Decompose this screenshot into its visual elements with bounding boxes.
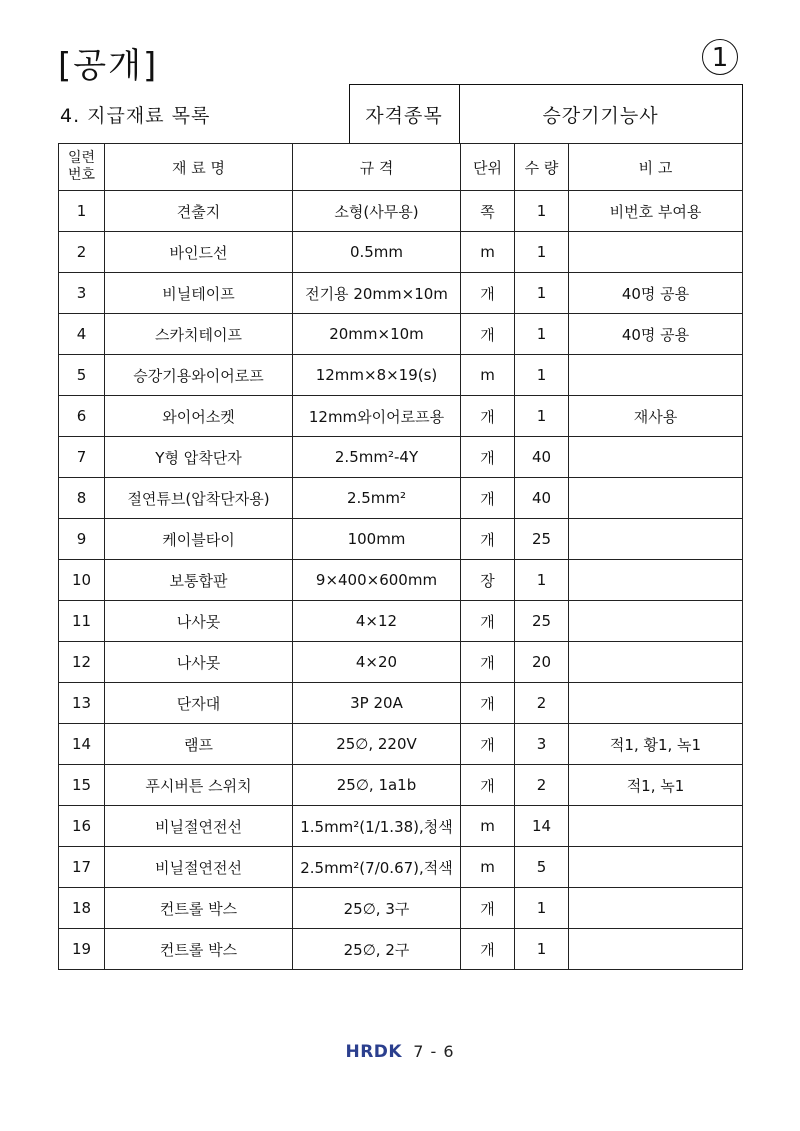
cell-note: 적1, 황1, 녹1 [569, 724, 743, 765]
cell-note: 재사용 [569, 396, 743, 437]
public-label: [공개] [58, 46, 159, 86]
cell-unit: 개 [461, 519, 515, 560]
table-row [59, 519, 743, 560]
cell-note [569, 355, 743, 396]
cell-unit: 개 [461, 765, 515, 806]
cell-quantity: 40 [515, 478, 569, 519]
column-header-note: 비 고 [569, 144, 743, 191]
cell-note [569, 806, 743, 847]
table-row [59, 765, 743, 806]
cell-quantity: 1 [515, 929, 569, 970]
cell-unit: 개 [461, 396, 515, 437]
cell-note [569, 437, 743, 478]
cell-quantity: 1 [515, 560, 569, 601]
cell-quantity: 3 [515, 724, 569, 765]
hrdk-logo: HRDK [345, 1042, 403, 1062]
cell-quantity: 1 [515, 232, 569, 273]
table-row [59, 683, 743, 724]
table-row [59, 355, 743, 396]
cell-number: 16 [59, 806, 105, 847]
table-row [59, 191, 743, 232]
cell-unit: 개 [461, 724, 515, 765]
cell-number: 17 [59, 847, 105, 888]
cell-quantity: 20 [515, 642, 569, 683]
cell-quantity: 25 [515, 519, 569, 560]
cell-unit: 장 [461, 560, 515, 601]
table-row [59, 847, 743, 888]
cell-spec: 2.5mm²(7/0.67),적색 [293, 847, 461, 888]
cell-note [569, 560, 743, 601]
cell-unit: 개 [461, 273, 515, 314]
cell-note: 비번호 부여용 [569, 191, 743, 232]
cell-number: 1 [59, 191, 105, 232]
cell-quantity: 5 [515, 847, 569, 888]
cell-spec: 4×12 [293, 601, 461, 642]
cell-material-name: 비닐절연전선 [105, 847, 293, 888]
cell-quantity: 1 [515, 314, 569, 355]
table-row [59, 232, 743, 273]
cell-quantity: 1 [515, 355, 569, 396]
cell-material-name: 절연튜브(압착단자용) [105, 478, 293, 519]
cell-spec: 9×400×600mm [293, 560, 461, 601]
cell-unit: 개 [461, 601, 515, 642]
table-row [59, 560, 743, 601]
cell-number: 2 [59, 232, 105, 273]
cell-material-name: 단자대 [105, 683, 293, 724]
cell-spec: 12mm와이어로프용 [293, 396, 461, 437]
materials-table-body [59, 191, 743, 970]
cell-spec: 100mm [293, 519, 461, 560]
cell-spec: 25∅, 3구 [293, 888, 461, 929]
cell-material-name: 바인드선 [105, 232, 293, 273]
cell-material-name: 램프 [105, 724, 293, 765]
cell-note [569, 683, 743, 724]
table-row [59, 929, 743, 970]
cell-material-name: 보통합판 [105, 560, 293, 601]
cell-spec: 12mm×8×19(s) [293, 355, 461, 396]
cell-number: 10 [59, 560, 105, 601]
table-header-row [59, 144, 743, 191]
cell-number: 13 [59, 683, 105, 724]
column-header-spec: 규 격 [293, 144, 461, 191]
cell-material-name: 비닐테이프 [105, 273, 293, 314]
cell-number: 6 [59, 396, 105, 437]
cell-material-name: 컨트롤 박스 [105, 888, 293, 929]
table-row [59, 601, 743, 642]
cell-material-name: 비닐절연전선 [105, 806, 293, 847]
cell-unit: m [461, 847, 515, 888]
column-header-number: 일련 번호 [59, 144, 105, 191]
cell-spec: 20mm×10m [293, 314, 461, 355]
page-number: 7 - 6 [413, 1042, 455, 1061]
cell-unit: 개 [461, 437, 515, 478]
cell-number: 8 [59, 478, 105, 519]
circled-number: 1 [702, 39, 738, 75]
column-header-name: 재 료 명 [105, 144, 293, 191]
cell-number: 15 [59, 765, 105, 806]
cell-spec: 전기용 20mm×10m [293, 273, 461, 314]
cell-quantity: 2 [515, 765, 569, 806]
cell-material-name: Y형 압착단자 [105, 437, 293, 478]
cell-note: 40명 공용 [569, 314, 743, 355]
cell-unit: 개 [461, 642, 515, 683]
cell-quantity: 40 [515, 437, 569, 478]
cell-note [569, 642, 743, 683]
column-header-unit: 단위 [461, 144, 515, 191]
table-row [59, 314, 743, 355]
cell-number: 7 [59, 437, 105, 478]
table-row [59, 806, 743, 847]
cell-quantity: 14 [515, 806, 569, 847]
page-footer [0, 1042, 800, 1062]
table-row [59, 888, 743, 929]
cell-material-name: 나사못 [105, 642, 293, 683]
column-header-qty: 수 량 [515, 144, 569, 191]
cell-number: 5 [59, 355, 105, 396]
cell-material-name: 견출지 [105, 191, 293, 232]
cell-unit: 개 [461, 478, 515, 519]
cell-note [569, 847, 743, 888]
cell-quantity: 1 [515, 273, 569, 314]
section-title: 4. 지급재료 목록 [60, 104, 211, 127]
cell-number: 19 [59, 929, 105, 970]
cell-material-name: 푸시버튼 스위치 [105, 765, 293, 806]
cell-spec: 25∅, 1a1b [293, 765, 461, 806]
cell-quantity: 2 [515, 683, 569, 724]
cell-spec: 소형(사무용) [293, 191, 461, 232]
cell-spec: 25∅, 2구 [293, 929, 461, 970]
cell-quantity: 1 [515, 396, 569, 437]
cell-quantity: 1 [515, 888, 569, 929]
cell-note: 40명 공용 [569, 273, 743, 314]
cell-number: 14 [59, 724, 105, 765]
header-table [58, 84, 743, 144]
cell-material-name: 나사못 [105, 601, 293, 642]
cell-spec: 2.5mm² [293, 478, 461, 519]
cell-number: 4 [59, 314, 105, 355]
cell-unit: 개 [461, 314, 515, 355]
cell-quantity: 25 [515, 601, 569, 642]
cell-note [569, 232, 743, 273]
cell-spec: 3P 20A [293, 683, 461, 724]
materials-table [58, 143, 743, 970]
cell-material-name: 컨트롤 박스 [105, 929, 293, 970]
cell-note [569, 519, 743, 560]
cell-spec: 0.5mm [293, 232, 461, 273]
cell-unit: 개 [461, 683, 515, 724]
table-row [59, 642, 743, 683]
table-row [59, 396, 743, 437]
cell-unit: 개 [461, 888, 515, 929]
qualification-value: 승강기기능사 [459, 85, 742, 144]
cell-note [569, 929, 743, 970]
cell-unit: 개 [461, 929, 515, 970]
table-row [59, 478, 743, 519]
qualification-label: 자격종목 [349, 85, 459, 144]
table-row [59, 724, 743, 765]
cell-note [569, 601, 743, 642]
cell-material-name: 승강기용와이어로프 [105, 355, 293, 396]
cell-spec: 4×20 [293, 642, 461, 683]
cell-number: 12 [59, 642, 105, 683]
cell-spec: 25∅, 220V [293, 724, 461, 765]
cell-unit: 쪽 [461, 191, 515, 232]
cell-note [569, 888, 743, 929]
cell-unit: m [461, 355, 515, 396]
cell-unit: m [461, 232, 515, 273]
cell-unit: m [461, 806, 515, 847]
cell-material-name: 스카치테이프 [105, 314, 293, 355]
cell-material-name: 와이어소켓 [105, 396, 293, 437]
cell-quantity: 1 [515, 191, 569, 232]
cell-number: 3 [59, 273, 105, 314]
cell-note: 적1, 녹1 [569, 765, 743, 806]
cell-spec: 2.5mm²-4Y [293, 437, 461, 478]
cell-number: 11 [59, 601, 105, 642]
cell-number: 9 [59, 519, 105, 560]
cell-note [569, 478, 743, 519]
table-row [59, 273, 743, 314]
cell-material-name: 케이블타이 [105, 519, 293, 560]
cell-number: 18 [59, 888, 105, 929]
cell-spec: 1.5mm²(1/1.38),청색 [293, 806, 461, 847]
table-row [59, 437, 743, 478]
